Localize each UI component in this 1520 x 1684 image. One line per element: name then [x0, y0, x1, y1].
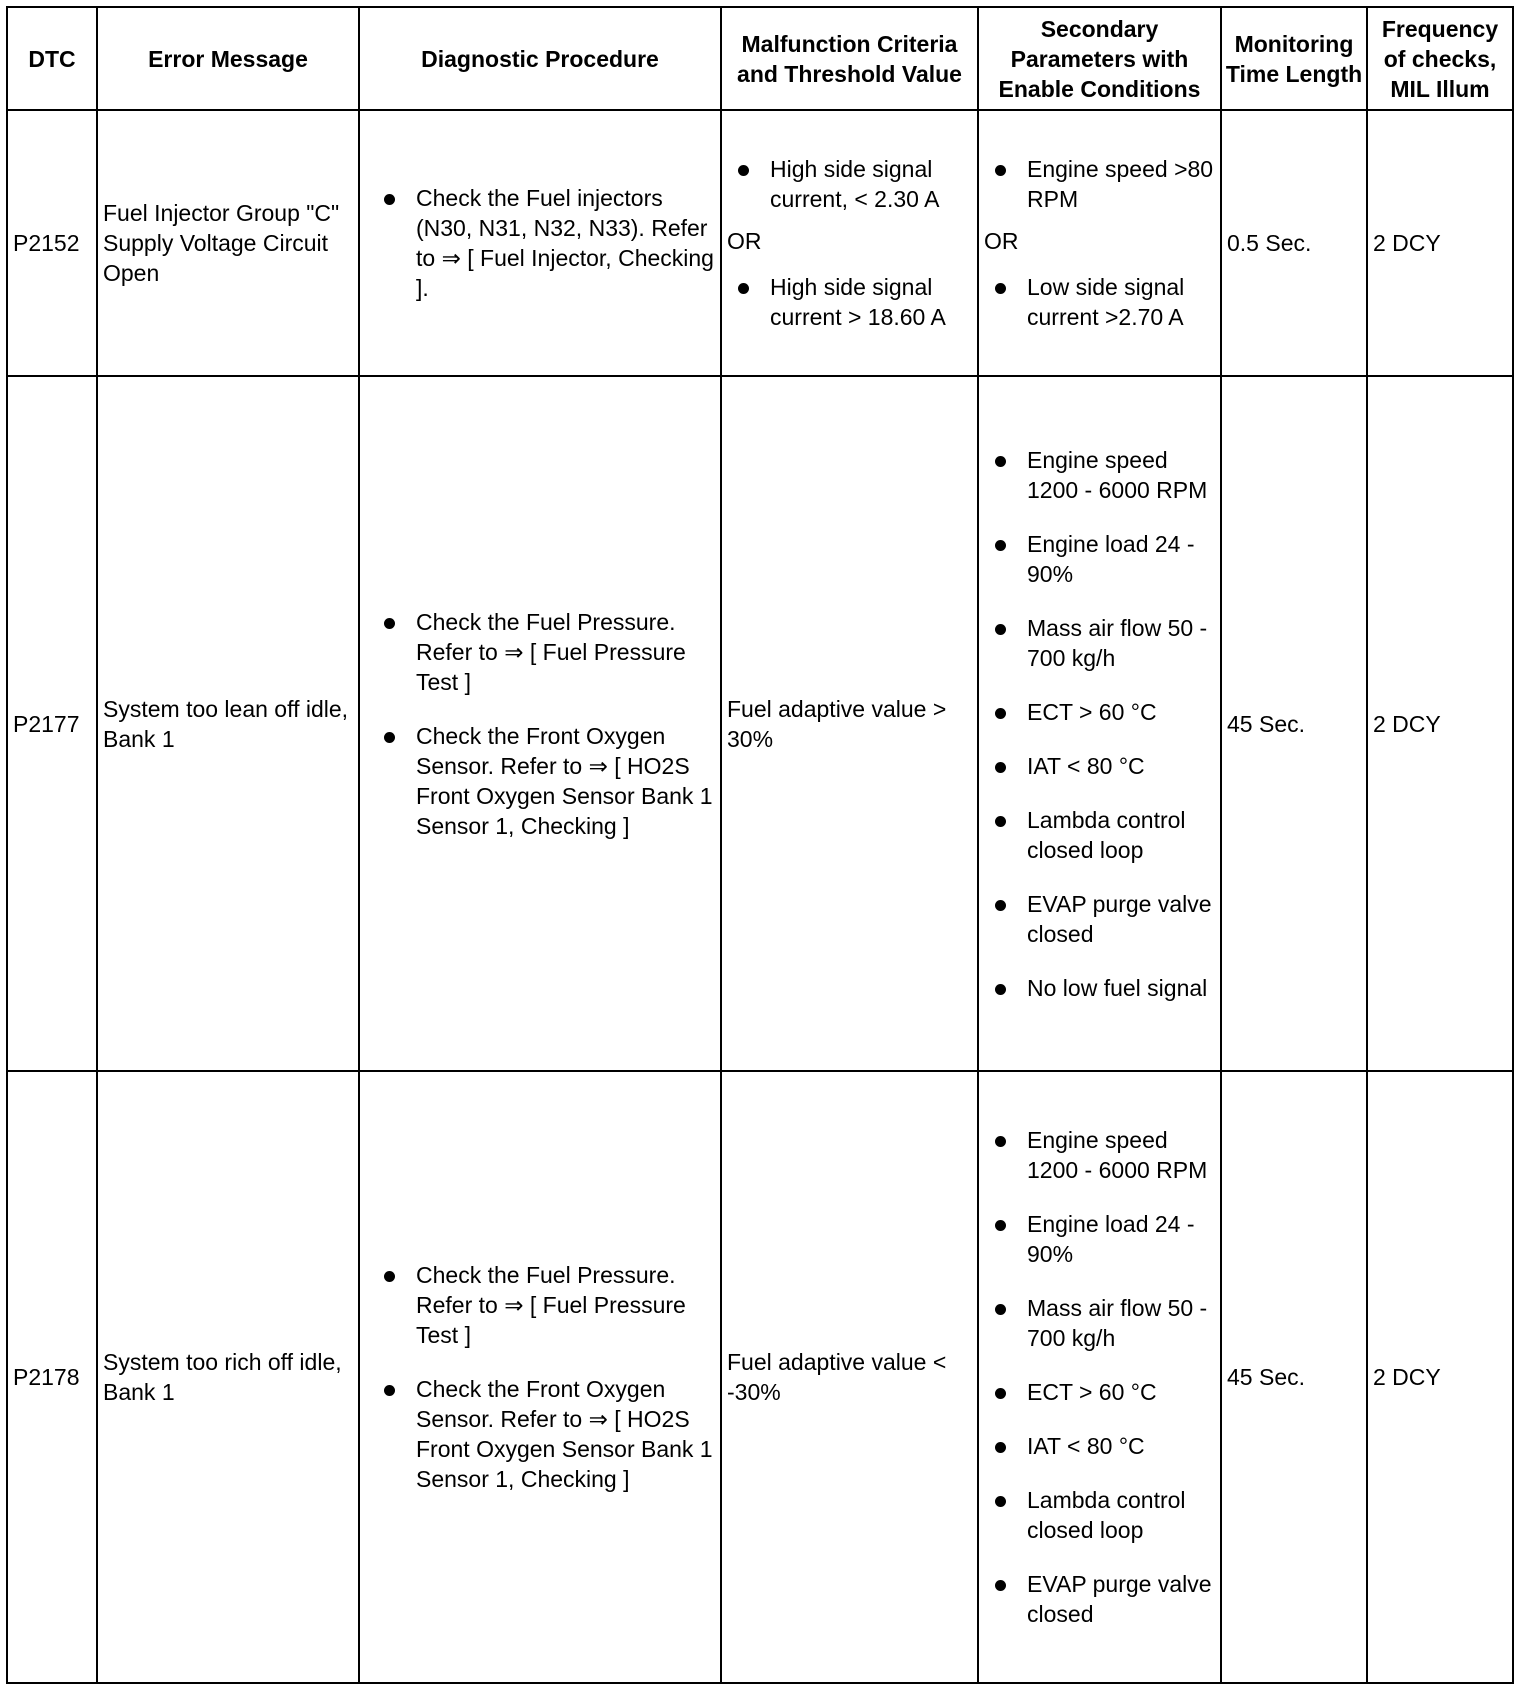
- secondary-item: Engine speed 1200 - 6000 RPM: [979, 1125, 1215, 1185]
- diagnostic-procedure: [359, 376, 721, 1071]
- monitoring-time: 0.5 Sec.: [1221, 110, 1367, 376]
- dtc-code: P2152: [7, 110, 97, 376]
- secondary-item: Engine speed 1200 - 6000 RPM: [979, 445, 1215, 505]
- secondary-item: Lambda control closed loop: [979, 805, 1215, 865]
- procedure-item: Check the Fuel injectors (N30, N31, N32, N33). Refer to ⇒ [ Fuel Injector, Checking ].: [368, 183, 715, 303]
- secondary-list: [979, 445, 1215, 1003]
- malfunction-criteria: Fuel adaptive value > 30%: [721, 376, 978, 1071]
- secondary-item: Lambda control closed loop: [979, 1485, 1215, 1545]
- secondary-list: [979, 272, 1215, 332]
- table-row: [7, 1071, 1513, 1683]
- secondary-parameters: [978, 376, 1221, 1071]
- header-diagnostic-procedure: Diagnostic Procedure: [359, 7, 721, 110]
- malfunction-criteria: Fuel adaptive value < -30%: [721, 1071, 978, 1683]
- secondary-item: IAT < 80 °C: [979, 751, 1215, 781]
- diagnostic-procedure: [359, 110, 721, 376]
- secondary-item: Engine load 24 - 90%: [979, 1209, 1215, 1269]
- header-error-message: Error Message: [97, 7, 359, 110]
- header-malfunction-criteria: Malfunction Criteria and Threshold Value: [721, 7, 978, 110]
- secondary-item: No low fuel signal: [979, 973, 1215, 1003]
- frequency: 2 DCY: [1367, 376, 1513, 1071]
- secondary-item: EVAP purge valve closed: [979, 1569, 1215, 1629]
- procedure-list: [368, 183, 715, 303]
- frequency: 2 DCY: [1367, 110, 1513, 376]
- secondary-item: Engine load 24 - 90%: [979, 529, 1215, 589]
- malfunction-list: [722, 154, 975, 214]
- header-monitoring-time: Monitoring Time Length: [1221, 7, 1367, 110]
- secondary-item: ECT > 60 °C: [979, 697, 1215, 727]
- secondary-parameters: [978, 110, 1221, 376]
- error-message: System too rich off idle, Bank 1: [97, 1071, 359, 1683]
- malfunction-criteria: [721, 110, 978, 376]
- procedure-item: Check the Fuel Pressure. Refer to ⇒ [ Fuel Pressure Test ]: [368, 607, 715, 697]
- table-row: [7, 110, 1513, 376]
- dtc-code: P2178: [7, 1071, 97, 1683]
- dtc-code: P2177: [7, 376, 97, 1071]
- secondary-item: Mass air flow 50 - 700 kg/h: [979, 1293, 1215, 1353]
- secondary-list: [979, 154, 1215, 214]
- or-label: OR: [984, 228, 1019, 254]
- header-frequency: Frequency of checks, MIL Illum: [1367, 7, 1513, 110]
- secondary-item: Low side signal current >2.70 A: [979, 272, 1215, 332]
- secondary-item: IAT < 80 °C: [979, 1431, 1215, 1461]
- monitoring-time: 45 Sec.: [1221, 376, 1367, 1071]
- secondary-item: Engine speed >80 RPM: [979, 154, 1215, 214]
- secondary-item: ECT > 60 °C: [979, 1377, 1215, 1407]
- secondary-item: EVAP purge valve closed: [979, 889, 1215, 949]
- procedure-item: Check the Front Oxygen Sensor. Refer to ⇒ [ HO2S Front Oxygen Sensor Bank 1 Sensor 1, Checking ]: [368, 1374, 715, 1494]
- secondary-item: Mass air flow 50 - 700 kg/h: [979, 613, 1215, 673]
- header-secondary-parameters: Secondary Parameters with Enable Conditions: [978, 7, 1221, 110]
- frequency: 2 DCY: [1367, 1071, 1513, 1683]
- procedure-list: [368, 607, 715, 841]
- error-message: Fuel Injector Group "C" Supply Voltage Circuit Open: [97, 110, 359, 376]
- header-row: [7, 7, 1513, 110]
- procedure-list: [368, 1260, 715, 1494]
- or-label: OR: [727, 228, 762, 254]
- header-dtc: DTC: [7, 7, 97, 110]
- malfunction-list: [722, 272, 975, 332]
- malfunction-item: High side signal current > 18.60 A: [722, 272, 975, 332]
- procedure-item: Check the Front Oxygen Sensor. Refer to ⇒ [ HO2S Front Oxygen Sensor Bank 1 Sensor 1, Checking ]: [368, 721, 715, 841]
- table-row: [7, 376, 1513, 1071]
- malfunction-item: High side signal current, < 2.30 A: [722, 154, 975, 214]
- dtc-table: [6, 6, 1514, 1684]
- secondary-parameters: [978, 1071, 1221, 1683]
- diagnostic-procedure: [359, 1071, 721, 1683]
- monitoring-time: 45 Sec.: [1221, 1071, 1367, 1683]
- error-message: System too lean off idle, Bank 1: [97, 376, 359, 1071]
- secondary-list: [979, 1125, 1215, 1629]
- procedure-item: Check the Fuel Pressure. Refer to ⇒ [ Fuel Pressure Test ]: [368, 1260, 715, 1350]
